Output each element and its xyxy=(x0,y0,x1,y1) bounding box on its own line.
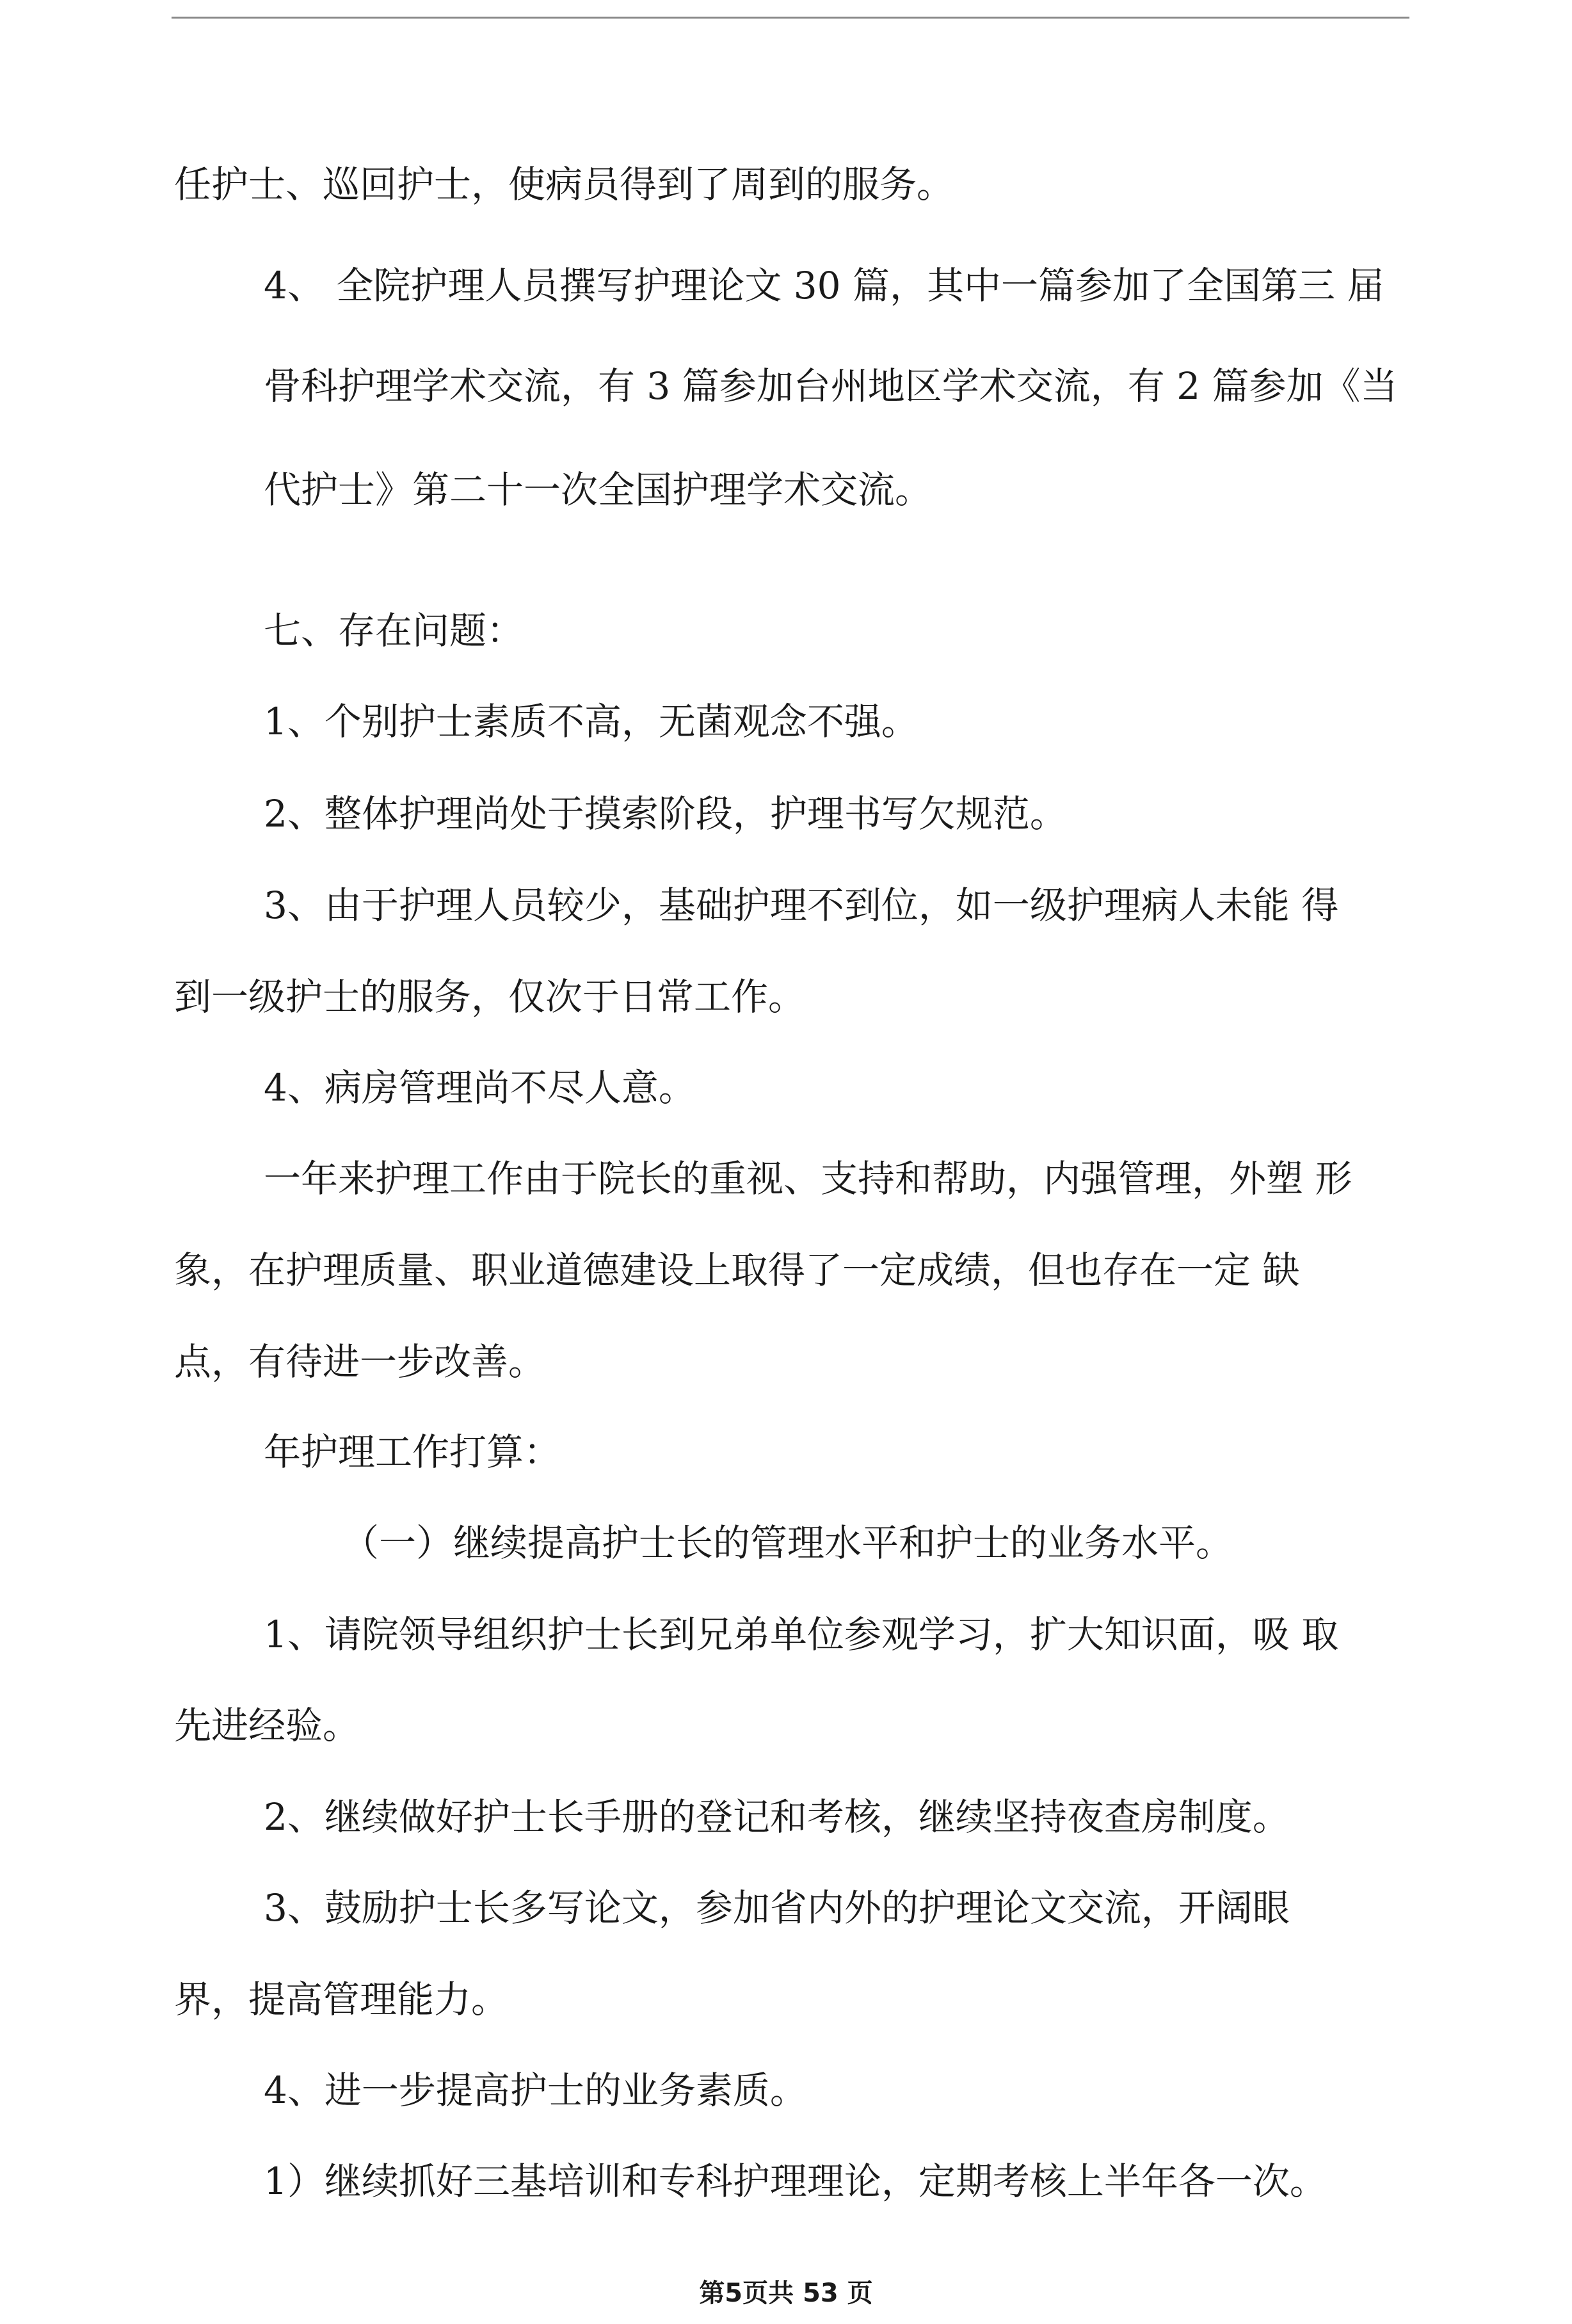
text-line: 点，有待进一步改善。 xyxy=(174,1340,546,1384)
text-line: 骨科护理学术交流，有 3 篇参加台州地区学术交流，有 2 篇参加《当 xyxy=(264,364,1398,408)
text-line: 4、病房管理尚不尽人意。 xyxy=(264,1066,696,1110)
text-line: 到一级护士的服务，仅次于日常工作。 xyxy=(174,975,806,1019)
text-line: 界，提高管理能力。 xyxy=(174,1978,509,2021)
text-line: 任护士、巡回护士，使病员得到了周到的服务。 xyxy=(174,163,954,206)
text-line: 2、继续做好护士长手册的登记和考核，继续坚持夜查房制度。 xyxy=(264,1795,1290,1839)
text-line: 1、个别护士素质不高，无菌观念不强。 xyxy=(264,700,918,743)
page-number-footer: 第5页共 53 页 xyxy=(699,2279,873,2308)
header-rule xyxy=(172,17,1409,19)
text-line: 一年来护理工作由于院长的重视、支持和帮助，内强管理，外塑 形 xyxy=(264,1157,1352,1200)
text-line: 3、由于护理人员较少，基础护理不到位，如一级护理病人未能 得 xyxy=(264,884,1339,927)
text-line: 1、请院领导组织护士长到兄弟单位参观学习，扩大知识面，吸 取 xyxy=(264,1613,1339,1656)
section-heading: 七、存在问题： xyxy=(264,609,524,652)
text-line: 2、整体护理尚处于摸索阶段，护理书写欠规范。 xyxy=(264,792,1067,835)
text-line: 象，在护理质量、职业道德建设上取得了一定成绩，但也存在一定 缺 xyxy=(174,1248,1300,1292)
text-line: 4、 全院护理人员撰写护理论文 30 篇，其中一篇参加了全国第三 届 xyxy=(264,264,1384,307)
text-line: 先进经验。 xyxy=(174,1704,360,1747)
text-line: 4、进一步提高护士的业务素质。 xyxy=(264,2069,807,2112)
subsection-heading: （一）继续提高护士长的管理水平和护士的业务水平。 xyxy=(342,1521,1233,1565)
text-line: 代护士》第二十一次全国护理学术交流。 xyxy=(264,468,933,512)
section-heading: 年护理工作打算： xyxy=(264,1430,561,1474)
text-line: 1）继续抓好三基培训和专科护理理论，定期考核上半年各一次。 xyxy=(264,2159,1327,2203)
text-line: 3、鼓励护士长多写论文，参加省内外的护理论文交流，开阔眼 xyxy=(264,1886,1290,1930)
